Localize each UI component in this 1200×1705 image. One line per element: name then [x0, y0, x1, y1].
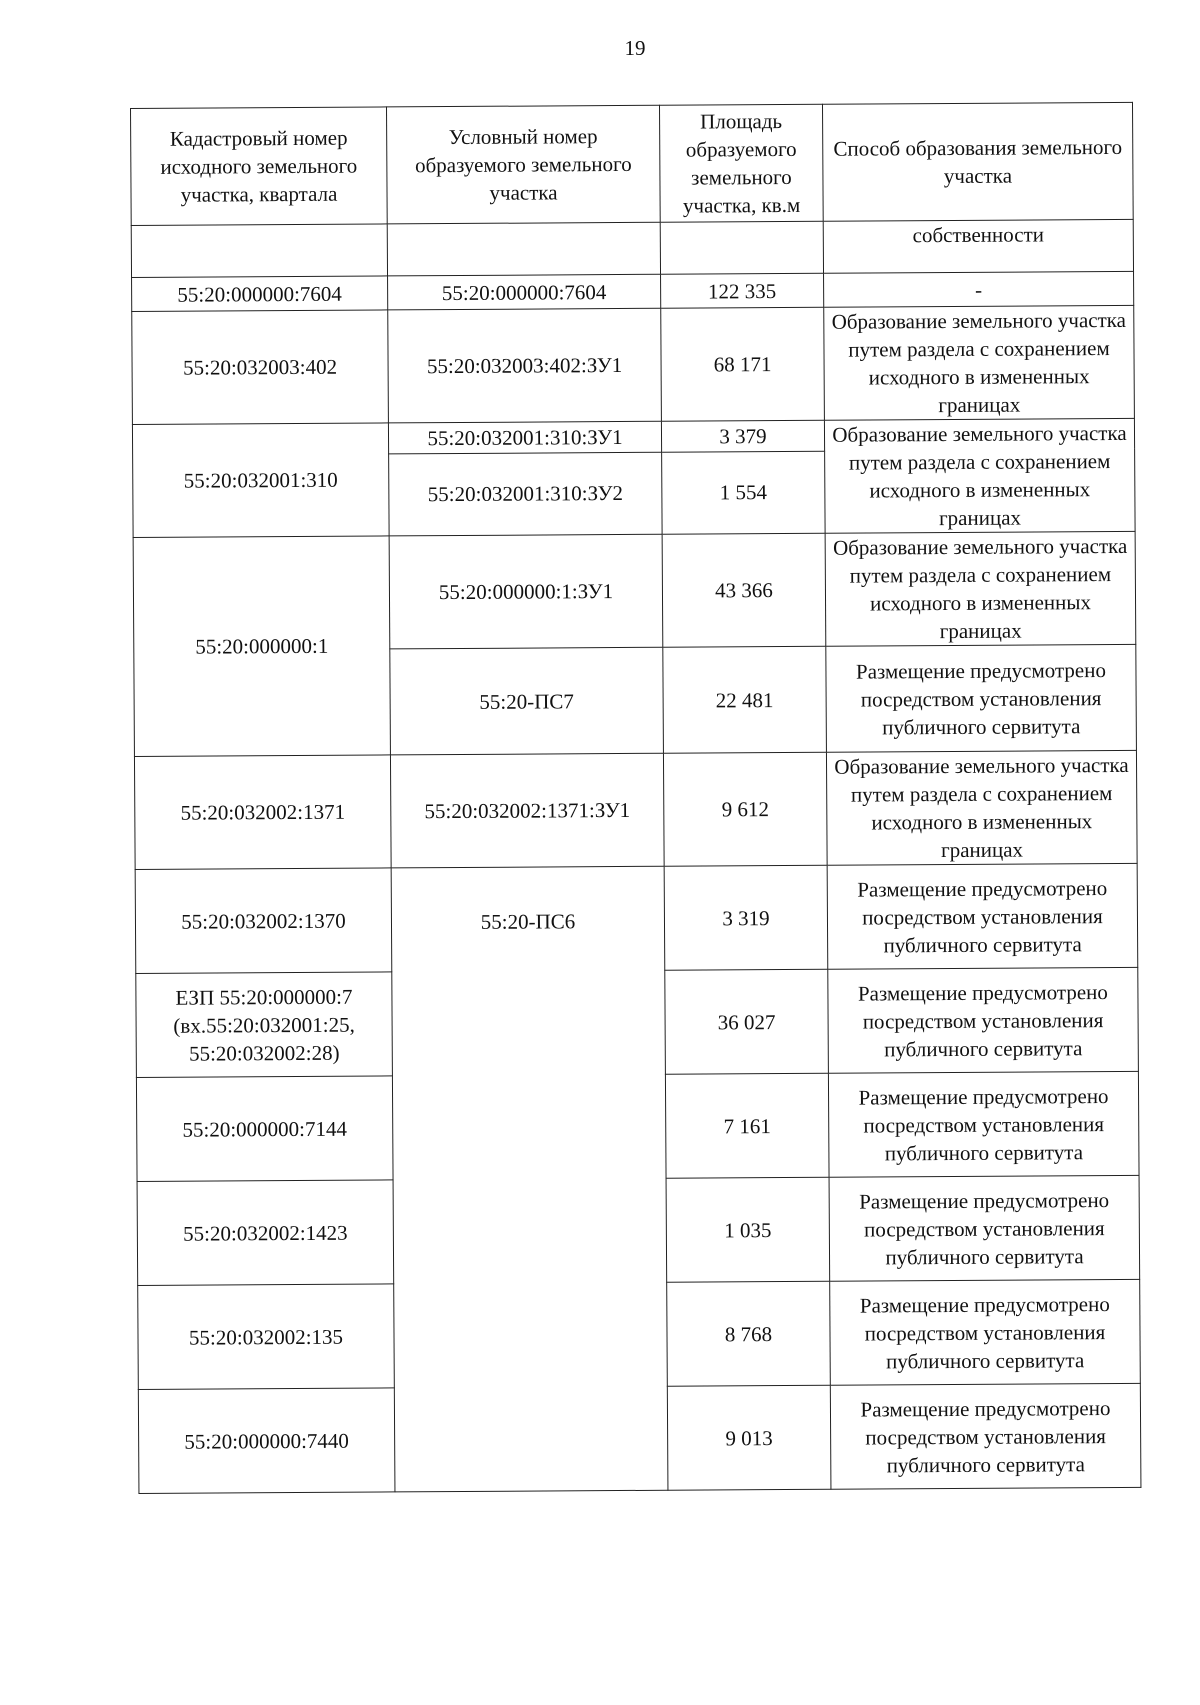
cadastral-number: 55:20:000000:1 — [133, 536, 390, 757]
area-value: 36 027 — [665, 969, 829, 1074]
conditional-number: 55:20:032002:1371:ЗУ1 — [390, 753, 664, 868]
empty-cell — [660, 221, 823, 274]
header-cadastral-number: Кадастровый номер исходного земельного участка, квартала — [131, 107, 388, 226]
cadastral-number: 55:20:000000:7604 — [132, 276, 388, 312]
formation-method: Размещение предусмотрено посредством установления публичного сервитута — [829, 1175, 1140, 1281]
area-value: 68 171 — [661, 307, 825, 421]
header-formation-method: Способ образования земельного участка — [822, 102, 1133, 221]
conditional-number: 55:20:000000:1:ЗУ1 — [389, 534, 663, 649]
table-header-row — [131, 102, 1134, 225]
table-row — [132, 418, 1134, 455]
table-row-continuation — [131, 219, 1133, 277]
table-row — [134, 750, 1137, 869]
cadastral-number: 55:20:032001:310 — [132, 423, 389, 538]
cadastral-number: 55:20:000000:7144 — [136, 1076, 393, 1182]
header-area: Площадь образуемого земельного участка, кв.м — [659, 104, 823, 222]
cadastral-number: 55:20:032002:1371 — [134, 755, 391, 870]
conditional-number: 55:20:032001:310:ЗУ1 — [388, 421, 661, 453]
cadastral-number: ЕЗП 55:20:000000:7 (вх.55:20:032001:25, 55:20:032002:28) — [136, 972, 393, 1078]
area-value: 3 379 — [661, 420, 824, 452]
area-value: 1 554 — [662, 451, 826, 534]
conditional-number: 55:20-ПС7 — [390, 647, 664, 755]
formation-method: Размещение предусмотрено посредством установления публичного сервитута — [827, 863, 1138, 969]
formation-method: - — [824, 271, 1134, 307]
header-conditional-number: Условный номер образуемого земельного участка — [386, 105, 660, 224]
formation-method: Размещение предусмотрено посредством установления публичного сервитута — [830, 1383, 1141, 1489]
formation-method: Образование земельного участка путем раздела с сохранением исходного в измененных границах — [824, 305, 1135, 420]
area-value: 43 366 — [662, 533, 826, 647]
area-value: 122 335 — [661, 273, 824, 308]
page-number: 19 — [624, 36, 646, 60]
table-row — [132, 305, 1135, 424]
formation-method: Образование земельного участка путем раздела с сохранением исходного в измененных границах — [825, 531, 1136, 646]
cadastral-number: 55:20:032002:1370 — [135, 868, 392, 974]
continuation-text: собственности — [823, 219, 1133, 273]
conditional-number: 55:20:032003:402:ЗУ1 — [388, 308, 662, 423]
conditional-number: 55:20:000000:7604 — [388, 274, 661, 310]
formation-method: Размещение предусмотрено посредством установления публичного сервитута — [826, 644, 1137, 752]
empty-cell — [131, 224, 387, 278]
formation-method: Размещение предусмотрено посредством установления публичного сервитута — [828, 967, 1139, 1073]
table-row — [135, 863, 1138, 973]
area-value: 7 161 — [665, 1073, 829, 1178]
area-value: 22 481 — [663, 646, 827, 753]
conditional-number: 55:20-ПС6 — [391, 866, 668, 1492]
formation-method: Образование земельного участка путем раздела с сохранением исходного в измененных границах — [824, 418, 1135, 533]
empty-cell — [387, 222, 660, 276]
formation-method: Образование земельного участка путем раздела с сохранением исходного в измененных границах — [826, 750, 1137, 865]
conditional-number: 55:20:032001:310:ЗУ2 — [389, 452, 662, 536]
cadastral-number: 55:20:032002:1423 — [137, 1180, 394, 1286]
formation-method: Размещение предусмотрено посредством установления публичного сервитута — [828, 1071, 1139, 1177]
cadastral-number: 55:20:032002:135 — [138, 1284, 395, 1390]
area-value: 9 013 — [667, 1385, 831, 1490]
area-value: 8 768 — [667, 1281, 831, 1386]
formation-method: Размещение предусмотрено посредством установления публичного сервитута — [830, 1279, 1141, 1385]
cadastral-number: 55:20:032003:402 — [132, 310, 389, 425]
area-value: 9 612 — [663, 752, 827, 866]
table-row — [133, 531, 1136, 650]
land-plots-table — [130, 102, 1141, 1494]
area-value: 3 319 — [664, 865, 828, 970]
area-value: 1 035 — [666, 1177, 830, 1282]
cadastral-number: 55:20:000000:7440 — [138, 1388, 395, 1494]
